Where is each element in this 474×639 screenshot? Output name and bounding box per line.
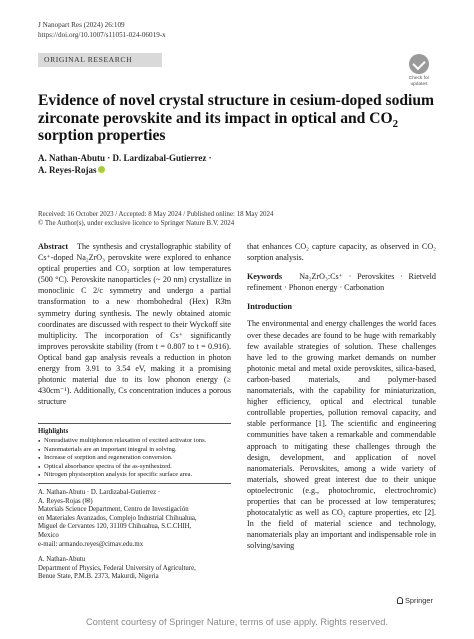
check-for-updates-label: Check for updates: [408, 76, 430, 87]
affiliation-1-institution-2: en Materiales Avanzados, Complejo Industrial Chihuahua,: [38, 514, 197, 522]
highlight-item: ● Nitrogen physisorption analysis for specific surface area.: [38, 471, 231, 480]
publisher-name: Springer: [405, 596, 433, 605]
article-title: [38, 92, 438, 145]
courtesy-footer: Content courtesy of Springer Nature, terms of use apply. Rights reserved.: [85, 617, 389, 627]
corresponding-email[interactable]: e-mail: armando.reyes@cimav.edu.mx: [38, 540, 144, 548]
keywords-label: Keywords: [247, 272, 283, 282]
affiliation-2-institution: Department of Physics, Federal University of Agriculture,: [38, 564, 196, 572]
springer-horse-icon: [397, 597, 403, 604]
affiliation-2-name: A. Nathan-Abutu: [38, 556, 86, 564]
highlights-box: [38, 423, 231, 480]
history-dates: Received: 16 October 2023 / Accepted: 8 May 2024 / Published online: 18 May 2024: [38, 211, 274, 218]
abstract-continued: that enhances CO₂ capture capacity, as observed in CO₂ sorption analysis.: [247, 242, 436, 263]
abstract-label: Abstract: [38, 242, 69, 251]
keywords-text: Na₂ZrO₃:Cs⁺ · Perovskites · Rietveld refinement · Phonon energy · Carbonation: [247, 272, 436, 293]
orcid-icon[interactable]: [98, 166, 105, 173]
right-column: [247, 241, 436, 556]
abstract-text: The synthesis and crystallographic stability of Cs⁺-doped Na₂ZrO₃ perovskite were explored to enhance optical properties and CO₂ sorption at low temperatures (500 °C). Perovskite nanoparticles (~ 20 nm) crystallize in monoclinic C 2/c symmetry and undergo a partial transformation to a new rhombohedral (Hex) R3̄m symmetry during synthesis. The newly obtained atomic coordinates are discussed with respect to their Wyckoff site multiplicity. The incorporation of Cs⁺ significantly improves perovskite stability (from t = 0.807 to t = 0.916). Optical band gap analysis reveals a reduction in photon energy from 3.91 to 3.54 eV, making it a promising photonic material due to its low phonon energy (≥ 430cm⁻¹). Additionally, Cs concentration induces a porous structure: [38, 242, 231, 407]
affiliation-spacer: [38, 549, 231, 556]
publication-dates: [38, 210, 438, 228]
journal-citation: J Nanopart Res (2024) 26:109: [38, 21, 125, 29]
doi-link[interactable]: https://doi.org/10.1007/s11051-024-06019-x: [38, 30, 166, 39]
title-co2-subscript: 2: [392, 117, 399, 130]
highlights-title: Highlights: [38, 428, 69, 435]
author-list: [38, 152, 338, 176]
authors-line-1[interactable]: A. Nathan-Abutu · D. Lardizabal-Gutierrez ·: [38, 153, 212, 163]
title-line-3: sorption properties: [38, 127, 166, 144]
keywords-section: [247, 271, 436, 293]
highlight-item: ● Increase of sorption and regeneration conversion.: [38, 454, 231, 463]
abstract-section: [38, 241, 231, 407]
affiliation-1-names: A. Nathan-Abutu · D. Lardizabal-Gutierrez ·: [38, 489, 161, 496]
introduction-heading: Introduction: [247, 302, 293, 312]
copyright-notice: © The Author(s), under exclusive licence to Springer Nature B.V. 2024: [38, 220, 235, 227]
title-line-2-text: zirconate perovskite and its impact in optical and CO: [38, 109, 393, 127]
affiliations: [38, 483, 231, 582]
introduction-text: The environmental and energy challenges the world faces over these decades are found to be huge with remarkably few available strategies of solution. These challenges have led to the growing market demands on number photonic metal and metal oxide perovskites, silica-based, carbon-based materials, and polymer-based nanomaterials, with the capability for miniaturization, higher efficiency, optical and electrical tunable controllable properties, pollution removal capacity, and stable performance [1]. The scientific and engineering communities have taken a remarkable and commendable approach to mitigating these challenges through the design, development, and application of novel nanomaterials. Perovskites, among a wide variety of materials, showed great interest due to their unique optoelectronic (e.g., photochromic, electrochromic) properties that can be processed at low temperatures; photocatalytic as well as CO₂ capture properties, etc [2]. In the field of material science and technology, nanomaterials play an important and indispensable role in solving/saving: [247, 319, 436, 551]
affiliation-1-name-2: A. Reyes-Rojas (✉): [38, 497, 93, 505]
highlight-item: ● Nonradiative multiphonon relaxation of excited activator ions.: [38, 437, 231, 446]
article-type-banner: [38, 53, 162, 67]
affiliation-1-address: Miguel de Cervantes 120, 31109 Chihuahua, S.C.CHIH,: [38, 523, 192, 531]
publisher-logo: [397, 596, 433, 605]
checkmark-icon: [409, 54, 429, 74]
affiliation-2-address: Benue State, P.M.B. 2373, Makurdi, Nigeria: [38, 573, 159, 581]
authors-line-2: [38, 164, 338, 176]
affiliation-1-institution: Materials Science Department, Centro de Investigación: [38, 506, 189, 514]
journal-reference: [38, 21, 166, 40]
highlight-item: ● Nanomaterials are an important integral in solving.: [38, 446, 231, 455]
highlight-item: ● Optical absorbance spectra of the as-synthesized.: [38, 463, 231, 472]
article-type-label: ORIGINAL RESEARCH: [44, 55, 133, 64]
title-line-1: Evidence of novel crystal structure in cesium-doped sodium: [38, 92, 435, 109]
affiliation-1-country: Mexico: [38, 531, 59, 539]
title-line-2: [38, 110, 438, 128]
check-for-updates-badge[interactable]: [404, 54, 434, 87]
author-reyes-rojas[interactable]: A. Reyes-Rojas: [38, 165, 97, 175]
